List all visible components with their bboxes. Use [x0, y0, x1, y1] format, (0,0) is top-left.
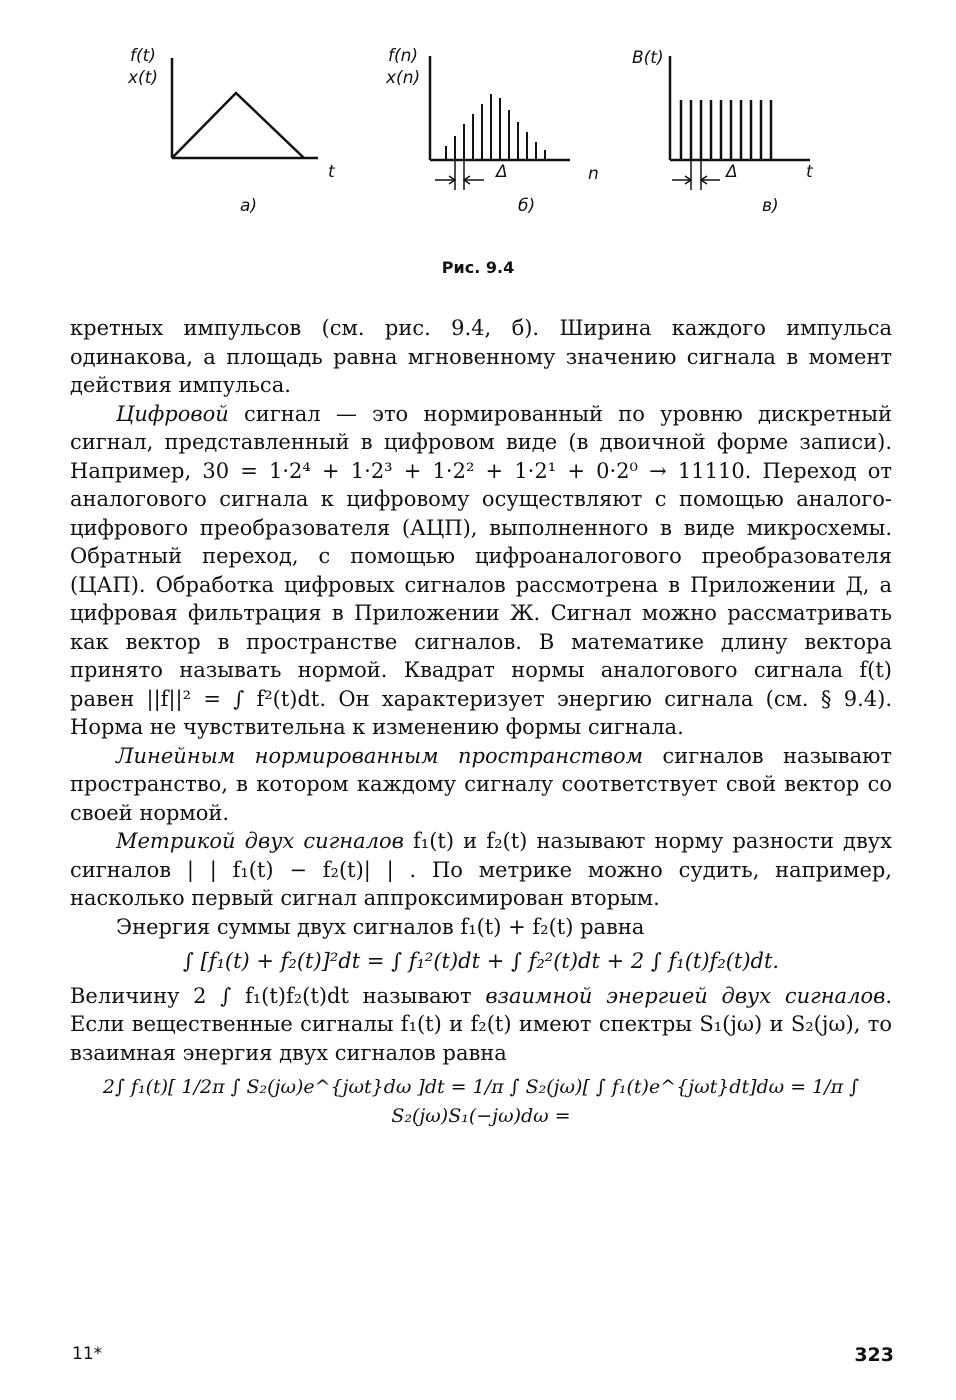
equation-energy-sum: ∫ [f₁(t) + f₂(t)]²dt = ∫ f₁²(t)dt + ∫ f₂²(t)dt + 2 ∫ f₁(t)f₂(t)dt. — [182, 949, 780, 973]
figure-9-4 — [0, 38, 956, 278]
paragraph-4-text: f₁(t) и f₂(t) называют норму разности двух сигналов | | f₁(t) − f₂(t)| | . По метрике можно судить, например, насколько первый сигнал аппроксимирован вторым. — [70, 829, 892, 910]
paragraph-3 — [70, 742, 892, 828]
pulse-train — [681, 100, 771, 160]
paragraph-3-text: сигналов называют пространство, в котором каждому сигналу соответствует свой вектор со своей нормой. — [70, 743, 892, 825]
paragraph-2 — [70, 400, 892, 742]
label-b-t: B(t) — [632, 48, 664, 68]
sublabel-b: б) — [518, 196, 536, 216]
label-delta-c: Δ — [726, 162, 738, 182]
label-delta-b: Δ — [496, 162, 508, 182]
delta-marker-b — [435, 160, 484, 190]
triangle-signal — [172, 93, 304, 158]
paragraph-2-text: сигнал — это нормированный по уровню дискретный сигнал, представленный в цифровом виде (в двоичной форме записи). Например, 30 = 1·2⁴ + 1·2³ + 1·2² + 1·2¹ + 0·2⁰ → 11110. Переход от аналогового сигнала к цифровому осуществляют с помощью аналого-цифрового преобразователя (АЦП), выполненного в виде микросхемы. Обратный переход, с помощью цифроаналогового преобразователя (ЦАП). Обработка цифровых сигналов рассмотрена в Приложении Д, а цифровая фильтрация в Приложении Ж. Сигнал можно рассматривать как вектор в пространстве сигналов. В математике длину вектора принято называть нормой. Квадрат нормы аналогового сигнала f(t) равен ||f||² = ∫ f²(t)dt. Он характеризует энергию сигнала (см. § 9.4). Норма не чувствительна к изменению формы сигнала. — [70, 401, 892, 739]
label-f-t: f(t) — [130, 46, 156, 66]
paragraph-4 — [70, 827, 892, 913]
label-t-a: t — [328, 162, 335, 182]
page-number: 323 — [854, 1344, 894, 1366]
body-text — [70, 314, 892, 1136]
signature-mark: 11* — [72, 1344, 103, 1364]
term-mutual-energy: взаимной энергией двух сигналов — [485, 983, 886, 1008]
equation-mutual-energy: 2∫ f₁(t)[ 1/2π ∫ S₂(jω)e^{jωt}dω ]dt = 1/π ∫ S₂(jω)[ ∫ f₁(t)e^{jωt}dt]dω = 1/π ∫ S₂(jω)S₁(−jω)dω = — [102, 1076, 860, 1127]
sublabel-a: а) — [240, 196, 258, 216]
label-n: n — [588, 164, 599, 184]
label-x-n: x(n) — [386, 68, 421, 88]
label-f-n: f(n) — [388, 46, 419, 66]
paragraph-1: кретных импульсов (см. рис. 9.4, б). Ширина каждого импульса одинакова, а площадь равна мгновенному значению сигнала в момент действия импульса. — [70, 316, 892, 397]
term-metric: Метрикой двух сигналов — [116, 829, 404, 853]
term-normed-space: Линейным нормированным пространством — [116, 743, 644, 768]
paragraph-6-a: Величину 2 ∫ f₁(t)f₂(t)dt называют — [70, 983, 486, 1008]
paragraph-6 — [70, 982, 892, 1068]
discrete-pulses — [446, 94, 545, 160]
paragraph-5: Энергия суммы двух сигналов f₁(t) + f₂(t) равна — [116, 914, 645, 939]
label-x-t: x(t) — [128, 68, 158, 88]
paragraph-6-b: . Если вещественные сигналы f₁(t) и f₂(t) имеют спектры S₁(jω) и S₂(jω), то взаимная энергия двух сигналов равна — [70, 983, 892, 1065]
sublabel-c: в) — [762, 196, 779, 216]
label-t-c: t — [806, 162, 813, 182]
term-digital: Цифровой — [116, 401, 229, 426]
delta-marker-c — [672, 160, 720, 190]
figure-caption: Рис. 9.4 — [441, 258, 515, 277]
